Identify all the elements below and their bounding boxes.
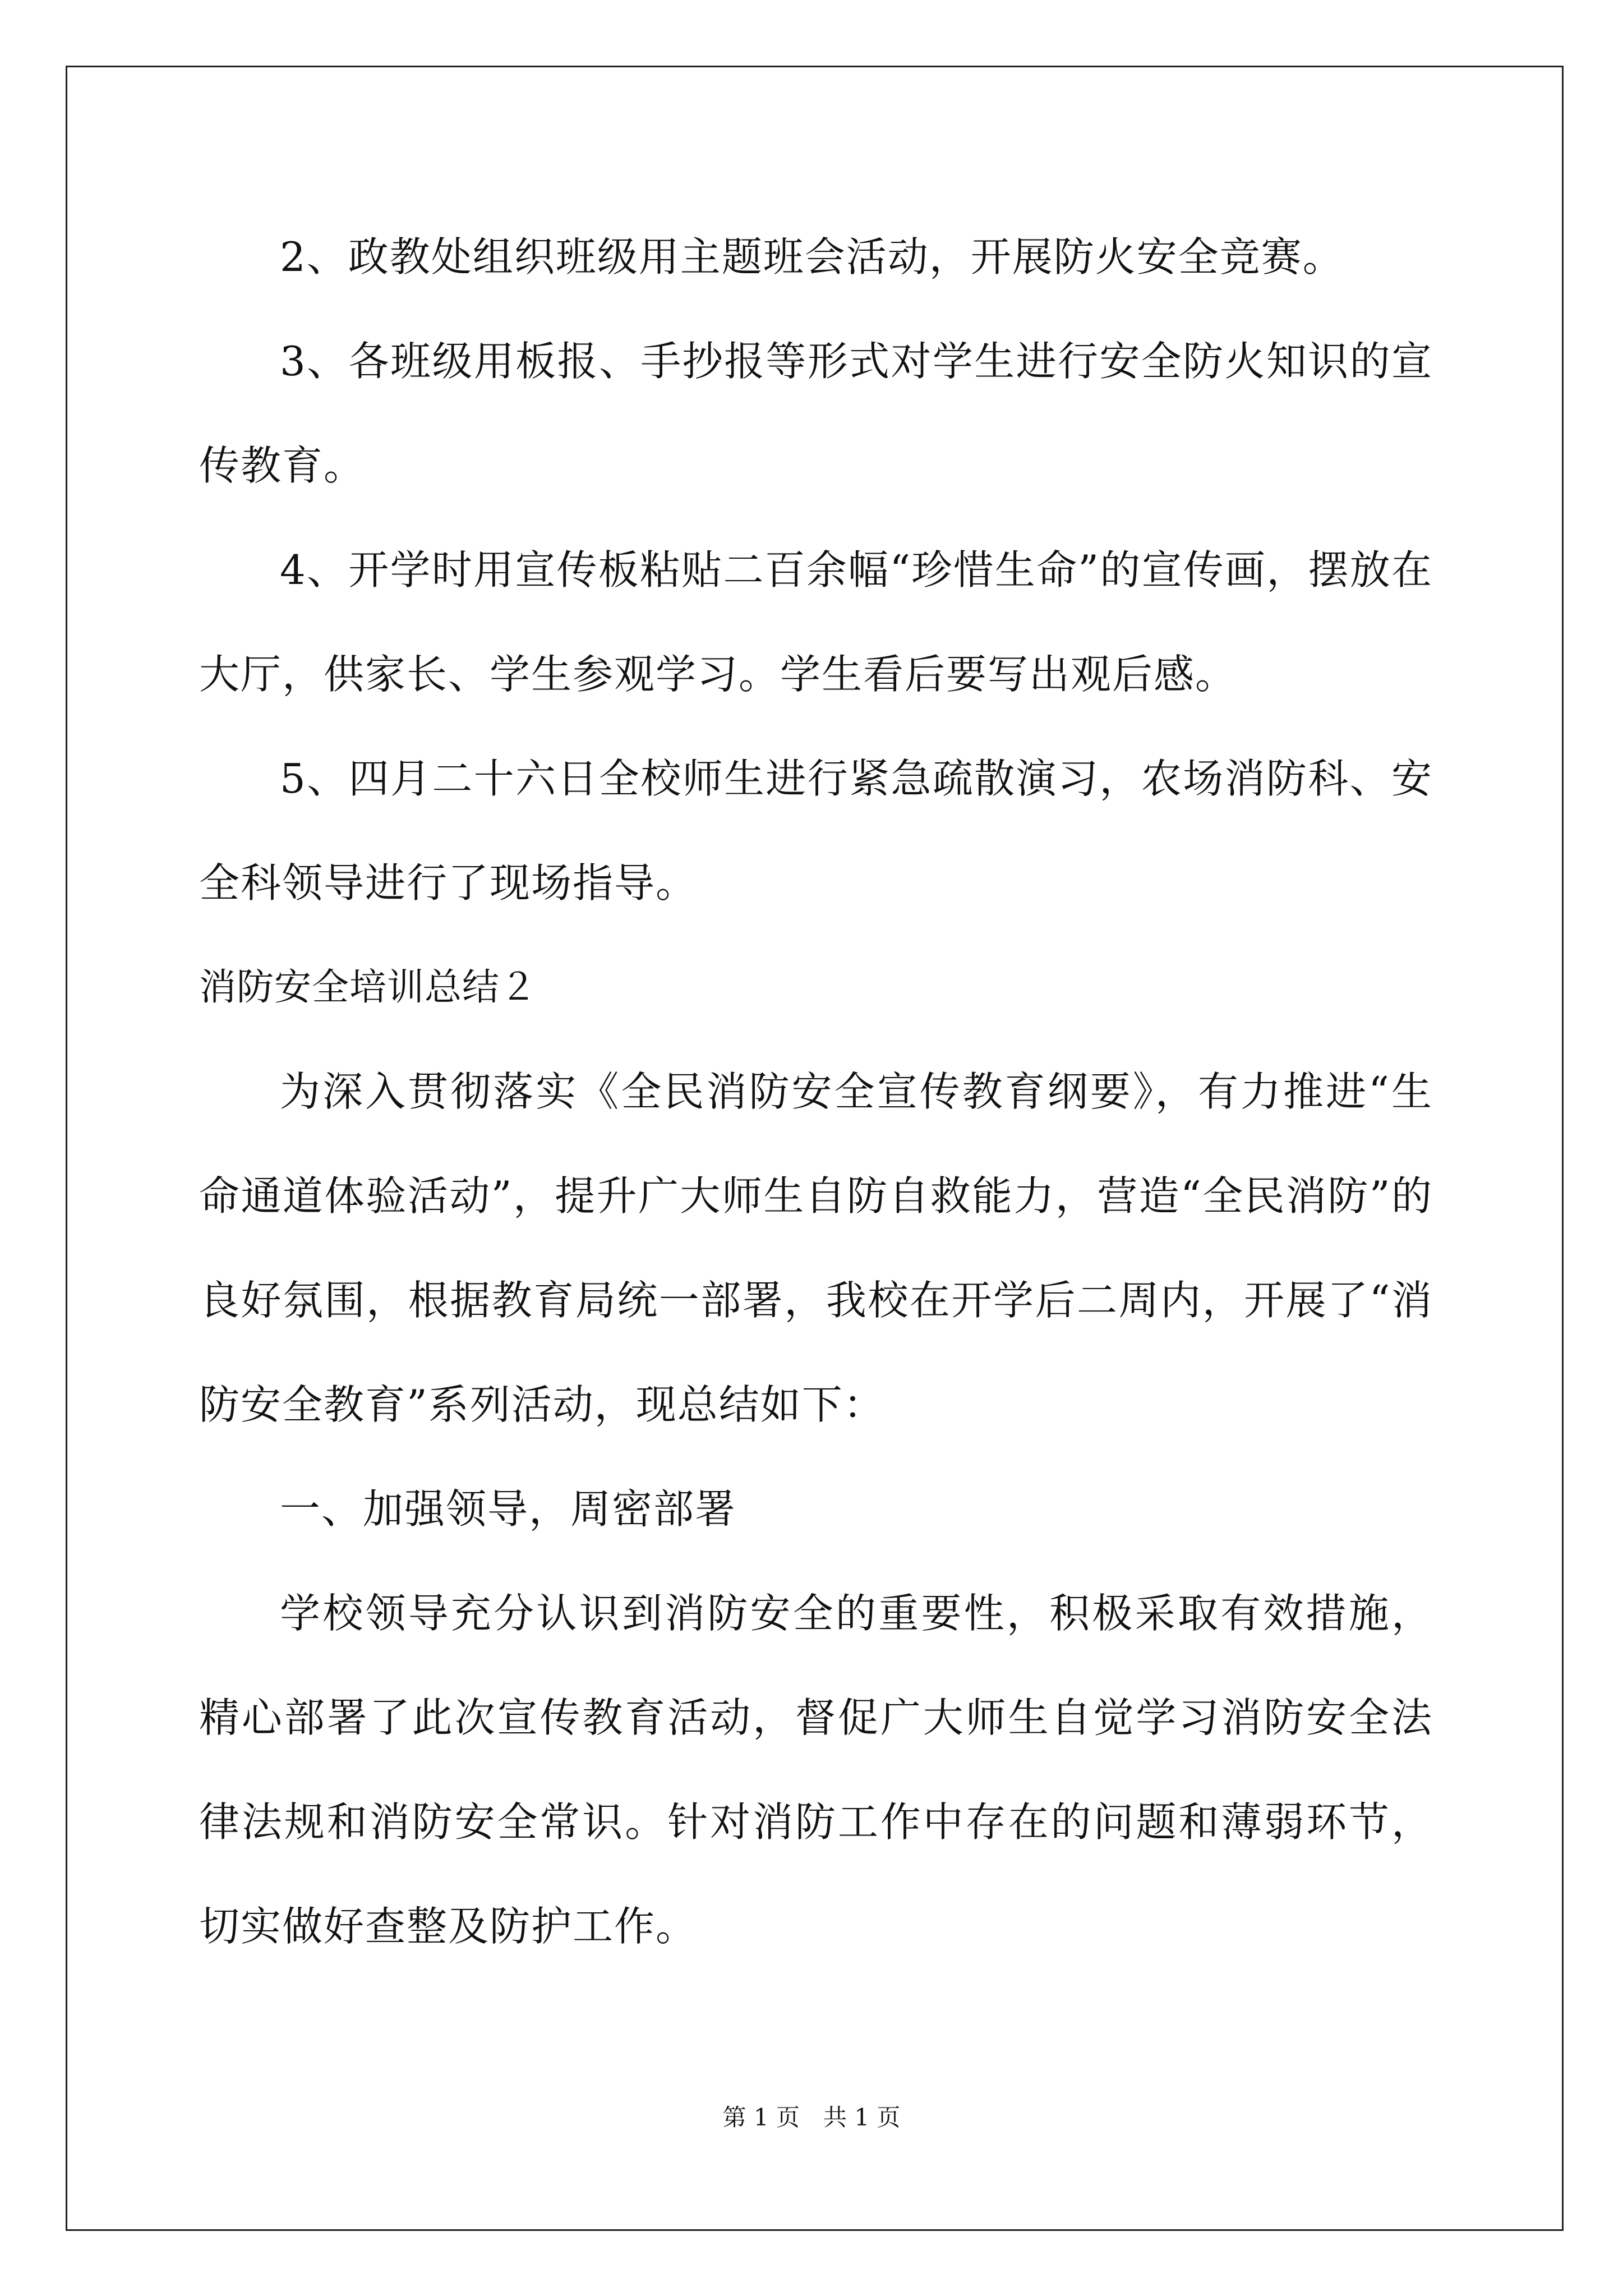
- paragraph-item-4: 4、开学时用宣传板粘贴二百余幅“珍惜生命”的宣传画，摆放在大厅，供家长、学生参观学习。学生看后要写出观后感。: [199, 546, 1433, 698]
- paragraph-item-3: 3、各班级用板报、手抄报等形式对学生进行安全防火知识的宣传教育。: [199, 338, 1433, 489]
- document-body: [199, 205, 1433, 1978]
- section-title: 消防安全培训总结２: [199, 965, 537, 1009]
- page-footer: 第 1 页 共 1 页: [722, 2104, 901, 2131]
- paragraph-item-2: 2、政教处组织班级用主题班会活动，开展防火安全竞赛。: [280, 233, 1344, 280]
- paragraph-item-5: 5、四月二十六日全校师生进行紧急疏散演习，农场消防科、安全科领导进行了现场指导。: [199, 755, 1433, 907]
- intro-paragraph: 为深入贯彻落实《全民消防安全宣传教育纲要》，有力推进“生命通道体验活动”，提升广大师生自防自救能力，营造“全民消防”的良好氛围，根据教育局统一部署，我校在开学后二周内，开展了“消防安全教育”系列活动，现总结如下：: [199, 1068, 1433, 1428]
- subheading-leadership: 一、加强领导，周密部署: [280, 1485, 737, 1533]
- leadership-paragraph: 学校领导充分认识到消防安全的重要性，积极采取有效措施，精心部署了此次宣传教育活动，督促广大师生自觉学习消防安全法律法规和消防安全常识。针对消防工作中存在的问题和薄弱环节，切实做好查整及防护工作。: [199, 1590, 1433, 1950]
